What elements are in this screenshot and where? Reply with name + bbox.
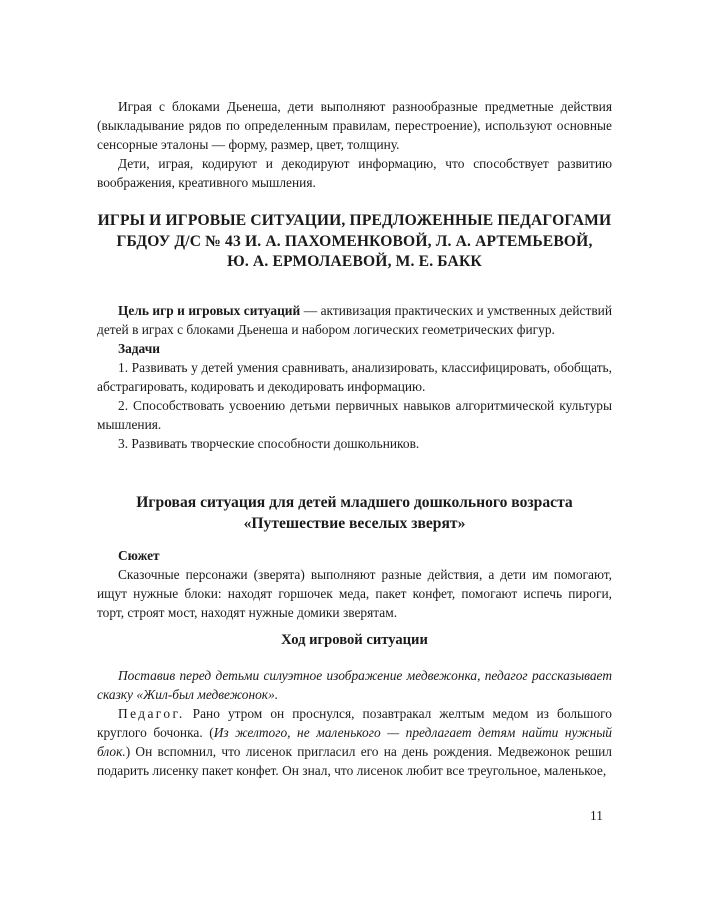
situation-title — [97, 493, 612, 534]
stage-direction-text: Поставив перед детьми силуэтное изображение медвежонка, педагог рассказывает сказку «Жил-был медвежонок». — [97, 668, 612, 702]
task-item-3: 3. Развивать творческие способности дошкольников. — [118, 436, 420, 451]
situation-title-line-2: «Путешествие веселых зверят» — [243, 514, 466, 532]
goal-label: Цель игр и игровых ситуаций — [118, 303, 301, 318]
goal-text: — активизация практических и умственных действий детей в играх с блоками Дьенеша и набором логических геометрических фигур. — [97, 303, 612, 337]
course-title: Ход игровой ситуации — [281, 632, 428, 648]
task-item-2: 2. Способствовать усвоению детьми первичных навыков алгоритмической культуры мышления. — [97, 398, 612, 432]
speech-part-a: Рано утром он проснулся, позавтракал желтым медом из большого круглого бочонка. ( — [97, 706, 612, 740]
section-title-line-1: ИГРЫ И ИГРОВЫЕ СИТУАЦИИ, ПРЕДЛОЖЕННЫЕ ПЕДАГОГАМИ — [97, 212, 612, 229]
plot-label: Сюжет — [118, 548, 160, 563]
plot-paragraph: Сказочные персонажи (зверята) выполняют разные действия, а дети им помогают, ищут нужные блоки: находят горшочек меда, пакет конфет, помогают испечь пироги, торт, строят мост, находят нужные домики зверятам. — [97, 567, 612, 620]
goal-paragraph — [97, 301, 612, 339]
intro-paragraph-2: Дети, играя, кодируют и декодируют информацию, что способствует развитию воображения, креативного мышления. — [97, 156, 612, 190]
teacher-speech — [97, 704, 612, 780]
speaker-label: Педагог. — [118, 706, 185, 721]
intro-paragraph-1: Играя с блоками Дьенеша, дети выполняют разнообразные предметные действия (выкладывание рядов по определенным правилам, перестроение), используют основные сенсорные эталоны — форму, размер, цвет, толщину. — [97, 99, 612, 152]
section-title-line-3: Ю. А. ЕРМОЛАЕВОЙ, М. Е. БАКК — [227, 253, 482, 270]
speech-part-b: ) Он вспомнил, что лисенок пригласил его на день рождения. Медвежонок решил подарить лисенку пакет конфет. Он знал, что лисенок любит все треугольное, маленькое, — [97, 744, 612, 778]
tasks-label: Задачи — [118, 341, 160, 356]
section-title-line-2: ГБДОУ Д/С № 43 И. А. ПАХОМЕНКОВОЙ, Л. А. АРТЕМЬЕВОЙ, — [116, 232, 593, 250]
page-number: 11 — [590, 808, 603, 823]
situation-title-line-1: Игровая ситуация для детей младшего дошкольного возраста — [136, 494, 573, 511]
task-item-1: 1. Развивать у детей умения сравнивать, анализировать, классифицировать, обобщать, абстрагировать, кодировать и декодировать информацию. — [97, 360, 612, 394]
speech-italic: Из желтого, не маленького — предлагает детям найти нужный блок. — [97, 725, 612, 759]
section-title — [97, 211, 612, 273]
stage-direction — [97, 666, 612, 704]
